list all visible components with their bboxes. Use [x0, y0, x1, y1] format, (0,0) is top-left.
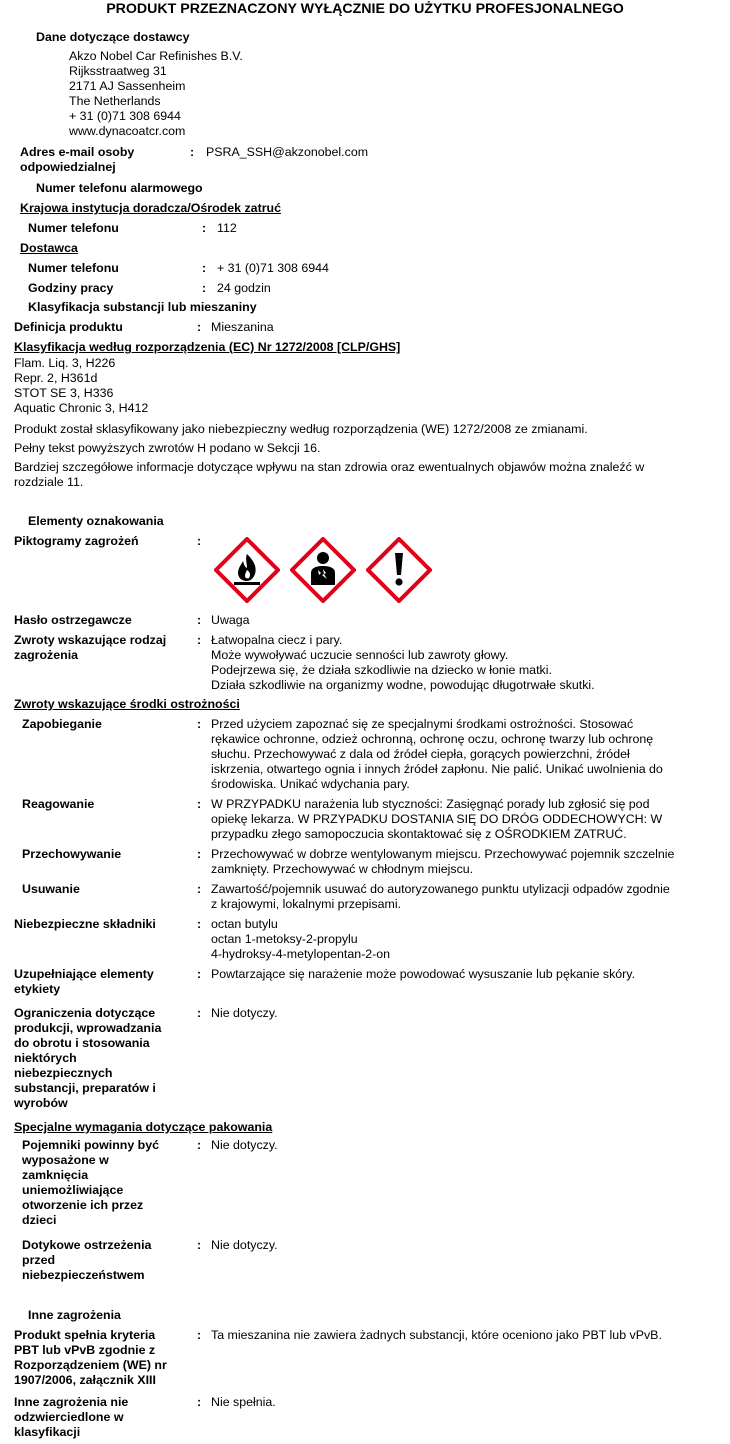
address-website: www.dynacoatcr.com	[69, 124, 186, 138]
hazard-statement: Łatwopalna ciecz i pary.	[211, 633, 343, 647]
colon: :	[197, 613, 202, 627]
label-elements-heading: Elementy oznakowania	[28, 514, 164, 528]
classification-note-3a: Bardziej szczegółowe informacje dotyczące wpływu na stan zdrowia oraz ewentualnych objawów można znaleźć w	[14, 460, 645, 474]
address-line: 2171 AJ Sassenheim	[69, 79, 186, 93]
label-line: PBT lub vPvB zgodnie z	[14, 1343, 156, 1357]
emergency-heading: Numer telefonu alarmowego	[36, 181, 203, 195]
label-line: produkcji, wprowadzania	[14, 1021, 162, 1035]
prevention-label: Zapobieganie	[22, 717, 102, 731]
text-line: Przechowywać w dobrze wentylowanym miejscu. Przechowywać pojemnik szczelnie	[211, 847, 675, 861]
text-line: środowiska. Unikać wdychania pary.	[211, 777, 410, 791]
colon: :	[202, 281, 207, 295]
definition-value: Mieszanina	[211, 320, 274, 334]
label-line: odzwierciedlone w	[14, 1410, 124, 1424]
pictograms-label: Piktogramy zagrożeń	[14, 534, 139, 548]
disposal-label: Usuwanie	[22, 882, 80, 896]
colon: :	[197, 534, 202, 548]
hazard-statements	[211, 633, 595, 693]
national-phone-value: 112	[217, 221, 237, 235]
restrictions-label	[14, 1006, 161, 1111]
label-line: dzieci	[22, 1213, 57, 1227]
address-line: Akzo Nobel Car Refinishes B.V.	[69, 49, 243, 63]
label-line: Inne zagrożenia nie	[14, 1395, 129, 1409]
label-line: niektórych	[14, 1051, 77, 1065]
email-label-2: odpowiedzialnej	[20, 160, 116, 174]
hours-label: Godziny pracy	[28, 281, 114, 295]
hazard-statement: Działa szkodliwie na organizmy wodne, powodując długotrwałe skutki.	[211, 678, 595, 692]
text-line: słuchu. Przechowywać z dala od źródeł ciepła, gorących powierzchni, źródeł	[211, 747, 630, 761]
exclamation-pictogram-icon	[366, 537, 432, 603]
signal-word-value: Uwaga	[211, 613, 250, 627]
label-line: Dotykowe ostrzeżenia	[22, 1238, 152, 1252]
precautionary-heading: Zwroty wskazujące środki ostrożności	[14, 697, 240, 711]
supplemental-label-2: etykiety	[14, 982, 61, 996]
pbt-label	[14, 1328, 167, 1388]
label-line: do obrotu i stosowania	[14, 1036, 150, 1050]
label-line: otworzenie ich przez	[22, 1198, 144, 1212]
text-line: przypadku złego samopoczucia skontaktować się z OŚRODKIEM ZATRUĆ.	[211, 827, 627, 841]
classification-note-2: Pełny tekst powyższych zwrotów H podano w Sekcji 16.	[14, 441, 321, 455]
text-line: Przed użyciem zapoznać się ze specjalnymi środkami ostrożności. Stosować	[211, 717, 634, 731]
hazard-statements-label-1: Zwroty wskazujące rodzaj	[14, 633, 167, 647]
label-line: klasyfikacji	[14, 1425, 81, 1439]
hazardous-ingredients-label: Niebezpieczne składniki	[14, 917, 156, 931]
supplier-address	[69, 49, 243, 139]
national-heading: Krajowa instytucja doradcza/Ośrodek zatruć	[20, 201, 281, 215]
colon: :	[202, 221, 207, 235]
colon: :	[197, 797, 202, 811]
child-resistant-closures-value: Nie dotyczy.	[211, 1138, 278, 1152]
colon: :	[197, 1006, 202, 1020]
colon: :	[197, 717, 202, 731]
pbt-value: Ta mieszanina nie zawiera żadnych substancji, które oceniono jako PBT lub vPvB.	[211, 1328, 662, 1342]
label-line: Produkt spełnia kryteria	[14, 1328, 156, 1342]
supplemental-value: Powtarzające się narażenie może powodować wysuszanie lub pękanie skóry.	[211, 967, 636, 981]
hazard-statement: Podejrzewa się, że działa szkodliwie na dziecko w łonie matki.	[211, 663, 552, 677]
text-line: zamknięty. Przechowywać w chłodnym miejscu.	[211, 862, 474, 876]
clp-line: Aquatic Chronic 3, H412	[14, 401, 149, 415]
label-line: 1907/2006, załącznik XIII	[14, 1373, 156, 1387]
email-value: PSRA_SSH@akzonobel.com	[206, 145, 369, 159]
disposal-text	[211, 882, 670, 912]
label-line: wyposażone w	[22, 1153, 109, 1167]
clp-line: STOT SE 3, H336	[14, 386, 114, 400]
signal-word-label: Hasło ostrzegawcze	[14, 613, 132, 627]
ingredient: 4-hydroksy-4-metylopentan-2-on	[211, 947, 391, 961]
prevention-text	[211, 717, 663, 792]
address-line: Rijksstraatweg 31	[69, 64, 167, 78]
colon: :	[197, 917, 202, 931]
label-line: zamknięcia	[22, 1168, 89, 1182]
response-label: Reagowanie	[22, 797, 95, 811]
label-line: niebezpieczeństwem	[22, 1268, 145, 1282]
clp-heading: Klasyfikacja według rozporządzenia (EC) Nr 1272/2008 [CLP/GHS]	[14, 340, 401, 354]
text-line: rękawice ochronne, odzież ochronną, ochronę oczu, ochronę twarzy lub ochronę	[211, 732, 654, 746]
email-label-1: Adres e-mail osoby	[20, 145, 135, 159]
colon: :	[197, 1238, 202, 1252]
supplier-subheading: Dostawca	[20, 241, 78, 255]
tactile-warning-value: Nie dotyczy.	[211, 1238, 278, 1252]
tactile-warning-label	[22, 1238, 151, 1283]
response-text	[211, 797, 662, 842]
clp-list	[14, 356, 148, 416]
colon: :	[197, 1395, 202, 1409]
definition-label: Definicja produktu	[14, 320, 123, 334]
label-line: przed	[22, 1253, 56, 1267]
label-line: Ograniczenia dotyczące	[14, 1006, 156, 1020]
national-phone-label: Numer telefonu	[28, 221, 119, 235]
clp-line: Repr. 2, H361d	[14, 371, 98, 385]
address-phone: + 31 (0)71 308 6944	[69, 109, 181, 123]
supplier-heading: Dane dotyczące dostawcy	[36, 30, 190, 44]
colon: :	[197, 633, 202, 647]
child-resistant-closures-label	[22, 1138, 159, 1228]
label-line: Rozporządzeniem (WE) nr	[14, 1358, 167, 1372]
colon: :	[197, 1138, 202, 1152]
flame-pictogram-icon	[214, 537, 280, 603]
text-line: Zawartość/pojemnik usuwać do autoryzowanego punktu utylizacji odpadów zgodnie	[211, 882, 670, 896]
colon: :	[202, 261, 207, 275]
label-line: niebezpiecznych	[14, 1066, 113, 1080]
storage-label: Przechowywanie	[22, 847, 122, 861]
health-hazard-pictogram-icon	[290, 537, 356, 603]
hazardous-ingredients-list	[211, 917, 390, 962]
clp-line: Flam. Liq. 3, H226	[14, 356, 116, 370]
classification-note-1: Produkt został sklasyfikowany jako niebezpieczny według rozporządzenia (WE) 1272/2008 ze zmianami.	[14, 422, 588, 436]
colon: :	[197, 847, 202, 861]
other-hazards-label	[14, 1395, 128, 1440]
label-line: substancji, preparatów i	[14, 1081, 156, 1095]
packaging-heading: Specjalne wymagania dotyczące pakowania	[14, 1120, 273, 1134]
address-line: The Netherlands	[69, 94, 161, 108]
ingredient: octan butylu	[211, 917, 278, 931]
supplemental-label-1: Uzupełniające elementy	[14, 967, 154, 981]
colon: :	[197, 320, 202, 334]
classification-heading: Klasyfikacja substancji lub mieszaniny	[28, 300, 257, 314]
storage-text	[211, 847, 674, 877]
classification-note-3b: rozdziale 11.	[14, 475, 84, 489]
colon: :	[197, 967, 202, 981]
text-line: W PRZYPADKU narażenia lub styczności: Zasięgnąć porady lub zgłosić się pod	[211, 797, 650, 811]
supplier-phone-label: Numer telefonu	[28, 261, 119, 275]
label-line: wyrobów	[14, 1096, 68, 1110]
label-line: uniemożliwiające	[22, 1183, 124, 1197]
supplier-phone-value: + 31 (0)71 308 6944	[217, 261, 329, 275]
label-line: Pojemniki powinny być	[22, 1138, 160, 1152]
text-line: iskrzenia, otwartego ognia i innych źródeł zapłonu. Nie palić. Unikać uwolnienia do	[211, 762, 663, 776]
text-line: z krajowymi, lokalnymi przepisami.	[211, 897, 402, 911]
colon: :	[197, 882, 202, 896]
restrictions-value: Nie dotyczy.	[211, 1006, 278, 1020]
other-hazards-heading: Inne zagrożenia	[28, 1308, 121, 1322]
hazard-statements-label-2: zagrożenia	[14, 648, 79, 662]
text-line: opiekę lekarza. W PRZYPADKU DOSTANIA SIĘ DO DRÓG ODDECHOWYCH: W	[211, 812, 663, 826]
colon: :	[190, 145, 195, 159]
other-hazards-value: Nie spełnia.	[211, 1395, 276, 1409]
page-title: PRODUKT PRZEZNACZONY WYŁĄCZNIE DO UŻYTKU PROFESJONALNEGO	[106, 1, 624, 17]
colon: :	[197, 1328, 202, 1342]
hours-value: 24 godzin	[217, 281, 271, 295]
ingredient: octan 1-metoksy-2-propylu	[211, 932, 358, 946]
hazard-statement: Może wywoływać uczucie senności lub zawroty głowy.	[211, 648, 509, 662]
